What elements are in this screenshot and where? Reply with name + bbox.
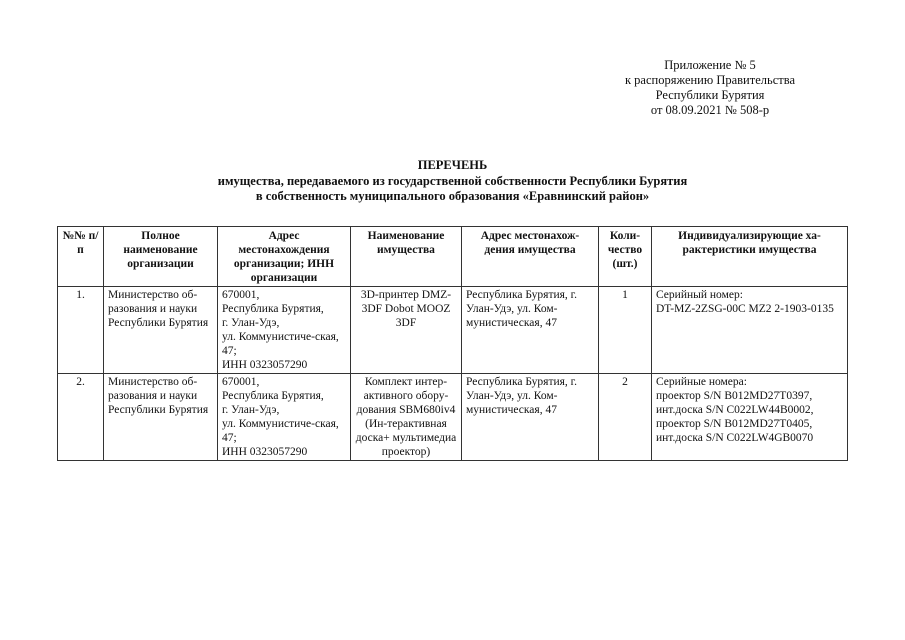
heading-title: ПЕРЕЧЕНЬ [417,158,488,172]
header-details: Индивидуализирующие ха-рактеристики имущества [652,227,848,287]
header-item-location: Адрес местонахож-дения имущества [462,227,599,287]
appendix-line: Республики Бурятия [655,88,765,102]
table-row [58,287,848,374]
item-details [652,287,848,374]
heading-subtitle: в собственность муниципального образования «Еравнинский район» [255,189,650,203]
header-quantity: Коли-чество (шт.) [599,227,652,287]
details-line: DT-MZ-2ZSG-00C MZ2 2-1903-0135 [656,303,834,315]
address-line: Республика Бурятия, [222,390,324,402]
appendix-line: к распоряжению Правительства [624,73,795,87]
table-header-row [58,227,848,287]
appendix-line: Приложение № 5 [664,58,756,72]
inn-line: ИНН 0323057290 [222,446,308,458]
address-line: 670001, [222,376,260,388]
organization-address [218,374,351,461]
property-table [57,226,848,461]
organization-name: Министерство об-разования и науки Республики Бурятия [104,287,218,374]
address-line: ул. Коммунистиче-ская, 47; [222,331,339,357]
item-details [652,374,848,461]
organization-address [218,287,351,374]
document-heading [0,158,905,205]
details-line: Серийные номера: [656,376,747,388]
details-line: инт.доска S/N C022LW4GB0070 [656,432,814,444]
details-line: проектор S/N B012MD27T0405, [656,418,813,430]
address-line: ул. Коммунистиче-ская, 47; [222,418,339,444]
heading-subtitle: имущества, передаваемого из государственной собственности Республики Бурятия [217,173,688,188]
item-location: Республика Бурятия, г. Улан-Удэ, ул. Ком-мунистическая, 47 [462,287,599,374]
row-number: 1. [58,287,104,374]
appendix-block [560,58,860,118]
item-name: 3D-принтер DMZ-3DF Dobot MOOZ 3DF [351,287,462,374]
header-org-address: Адрес местонахождения организации; ИНН организации [218,227,351,287]
header-item-name: Наименование имущества [351,227,462,287]
address-line: г. Улан-Удэ, [222,404,280,416]
address-line: г. Улан-Удэ, [222,317,280,329]
row-number: 2. [58,374,104,461]
item-name: Комплект интер-активного обору-дования SBM680iv4 (Ин-терактивная доска+ мультимедиа проектор) [351,374,462,461]
address-line: 670001, [222,289,260,301]
details-line: инт.доска S/N C022LW44B0002, [656,404,814,416]
item-quantity: 2 [599,374,652,461]
address-line: Республика Бурятия, [222,303,324,315]
details-line: Серийный номер: [656,289,743,301]
item-location: Республика Бурятия, г. Улан-Удэ, ул. Ком-мунистическая, 47 [462,374,599,461]
details-line: проектор S/N B012MD27T0397, [656,390,813,402]
table-row [58,374,848,461]
inn-line: ИНН 0323057290 [222,359,308,371]
organization-name: Министерство об-разования и науки Республики Бурятия [104,374,218,461]
item-quantity: 1 [599,287,652,374]
header-organization: Полное наименование организации [104,227,218,287]
appendix-line: от 08.09.2021 № 508-р [650,103,770,117]
header-num: №№ п/п [58,227,104,287]
